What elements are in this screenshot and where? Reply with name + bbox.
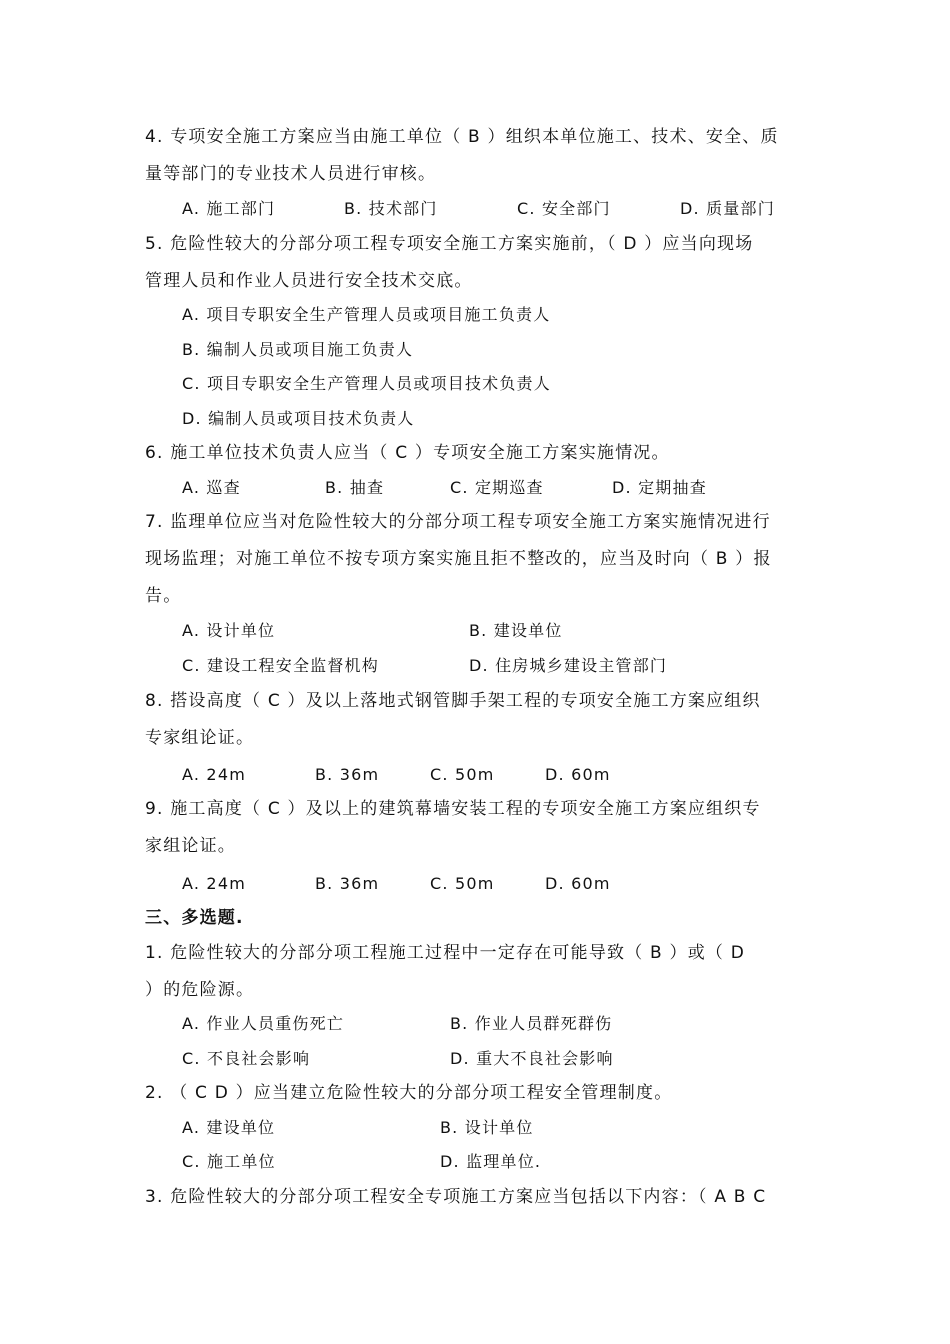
multi-question-1-text: 1. 危险性较大的分部分项工程施工过程中一定存在可能导致（ B ）或（ D — [145, 943, 745, 963]
q6-option-c: C. 定期巡查 — [450, 478, 544, 497]
q7-option-a: A. 设计单位 — [182, 621, 276, 640]
m1-option-a: A. 作业人员重伤死亡 — [182, 1014, 345, 1033]
q5-option-a: A. 项目专职安全生产管理人员或项目施工负责人 — [182, 305, 551, 324]
q4-option-d: D. 质量部门 — [680, 199, 775, 218]
m1-option-d: D. 重大不良社会影响 — [450, 1049, 614, 1068]
q9-option-b: B. 36m — [315, 874, 380, 893]
q9-option-c: C. 50m — [430, 874, 495, 893]
m2-option-b: B. 设计单位 — [440, 1118, 534, 1137]
question-7-text-cont: 现场监理；对施工单位不按专项方案实施且拒不整改的，应当及时向（ B ）报 — [145, 549, 772, 569]
q4-option-b: B. 技术部门 — [344, 199, 438, 218]
question-5-text: 5. 危险性较大的分部分项工程专项安全施工方案实施前，（ D ）应当向现场 — [145, 234, 754, 254]
question-9-text: 9. 施工高度（ C ）及以上的建筑幕墙安装工程的专项安全施工方案应组织专 — [145, 799, 761, 819]
question-9-text-cont: 家组论证。 — [145, 836, 236, 856]
q8-option-a: A. 24m — [182, 765, 246, 784]
m2-option-a: A. 建设单位 — [182, 1118, 276, 1137]
question-4-text: 4. 专项安全施工方案应当由施工单位（ B ）组织本单位施工、技术、安全、质 — [145, 127, 779, 147]
m1-option-b: B. 作业人员群死群伤 — [450, 1014, 613, 1033]
q7-option-b: B. 建设单位 — [469, 621, 563, 640]
q6-option-d: D. 定期抽查 — [612, 478, 707, 497]
section-heading: 三、多选题. — [145, 908, 244, 928]
q7-option-c: C. 建设工程安全监督机构 — [182, 656, 379, 675]
m1-option-c: C. 不良社会影响 — [182, 1049, 311, 1068]
q5-option-d: D. 编制人员或项目技术负责人 — [182, 409, 415, 428]
question-8-text-cont: 专家组论证。 — [145, 728, 255, 748]
q4-option-c: C. 安全部门 — [517, 199, 611, 218]
question-6-text: 6. 施工单位技术负责人应当（ C ）专项安全施工方案实施情况。 — [145, 443, 670, 463]
question-4-text-cont: 量等部门的专业技术人员进行审核。 — [145, 164, 437, 184]
question-7-text: 7. 监理单位应当对危险性较大的分部分项工程专项安全施工方案实施情况进行 — [145, 512, 771, 532]
q4-option-a: A. 施工部门 — [182, 199, 276, 218]
multi-question-3-text: 3. 危险性较大的分部分项工程安全专项施工方案应当包括以下内容：（ A B C — [145, 1187, 767, 1207]
q6-option-a: A. 巡查 — [182, 478, 241, 497]
multi-question-1-text-cont: ）的危险源。 — [145, 980, 255, 1000]
question-8-text: 8. 搭设高度（ C ）及以上落地式钢管脚手架工程的专项安全施工方案应组织 — [145, 691, 761, 711]
q6-option-b: B. 抽查 — [325, 478, 385, 497]
q9-option-a: A. 24m — [182, 874, 246, 893]
question-5-text-cont: 管理人员和作业人员进行安全技术交底。 — [145, 271, 473, 291]
q7-option-d: D. 住房城乡建设主管部门 — [469, 656, 668, 675]
m2-option-d: D. 监理单位. — [440, 1152, 542, 1171]
q8-option-d: D. 60m — [545, 765, 611, 784]
question-7-text-cont2: 告。 — [145, 586, 182, 606]
q8-option-b: B. 36m — [315, 765, 380, 784]
q9-option-d: D. 60m — [545, 874, 611, 893]
m2-option-c: C. 施工单位 — [182, 1152, 276, 1171]
multi-question-2-text: 2. （ C D ）应当建立危险性较大的分部分项工程安全管理制度。 — [145, 1083, 673, 1103]
q8-option-c: C. 50m — [430, 765, 495, 784]
q5-option-c: C. 项目专职安全生产管理人员或项目技术负责人 — [182, 374, 551, 393]
q5-option-b: B. 编制人员或项目施工负责人 — [182, 340, 414, 359]
